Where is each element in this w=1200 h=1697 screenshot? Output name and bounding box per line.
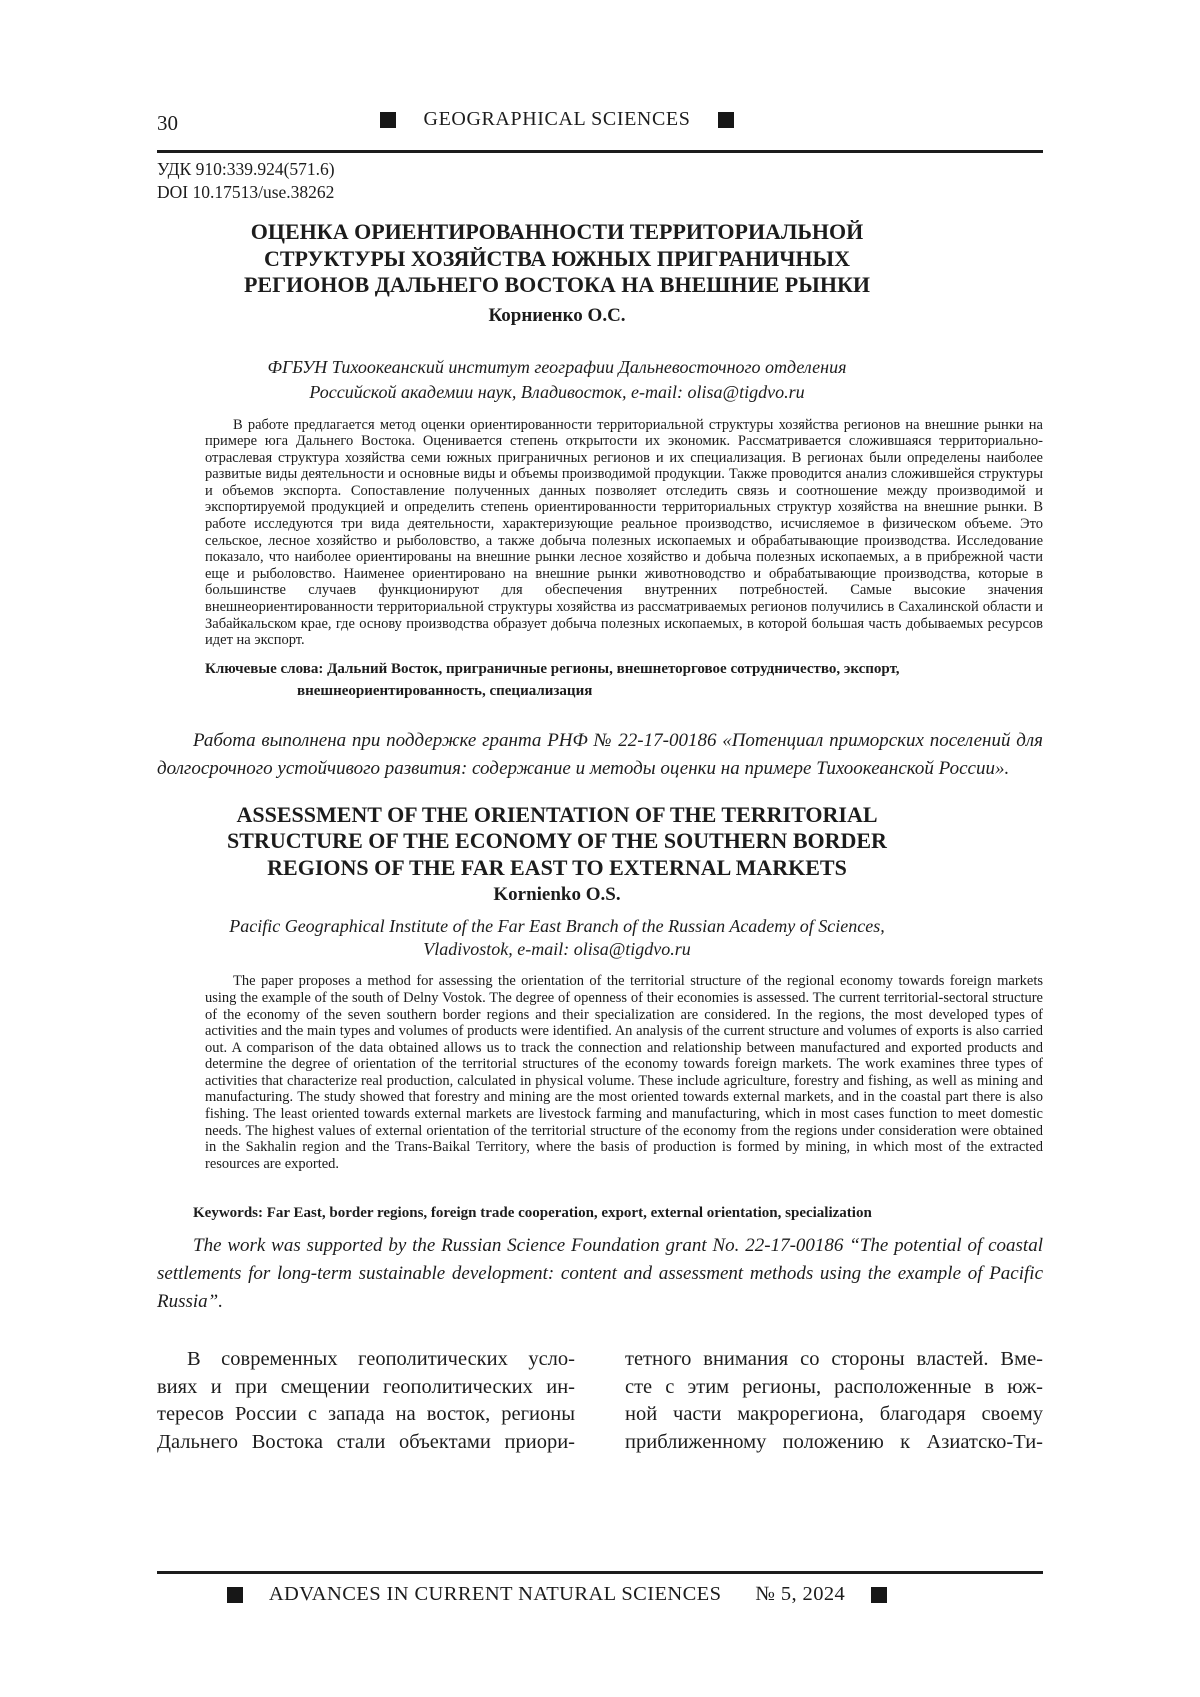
title-en-line: STRUCTURE OF THE ECONOMY OF THE SOUTHERN BORDER xyxy=(227,828,887,854)
abstract-ru: В работе предлагается метод оценки ориентированности территориальной структуры хозяйства регионов на внешние рынки на примере юга Дальнего Востока. Оценивается степень открытости их экономик. Рассматривается сложившаяся территориально-отраслевая структура хозяйства семи южных приграничных регионов и их специализация. В регионах были определены наиболее развитые виды деятельности и основные виды и объемы производимой продукции. Также проводится анализ сложившейся структуры и объемов экспорта. Сопоставление полученных данных позволяет отследить связь и соотношение между производимой и экспортируемой продукцией и определить степень ориентированности территориальных структур хозяйства на внешние рынки. В работе исследуются три вида деятельности, характеризующие реальное производство, исчисляемое в физическом объеме. Это сельское, лесное хозяйство и рыболовство, а также добыча полезных ископаемых и обрабатывающие производства. Исследование показало, что наиболее ориентированы на внешние рынки лесное хозяйство и добыча полезных ископаемых, а в прибрежной части еще и рыболовство. Наименее ориентировано на внешние рынки животноводство и обрабатывающие производства, которые в большинстве случаев функционируют для обеспечения внутренних потребностей. Самые высокие значения внешнеориентированности территориальной структуры хозяйства из рассматриваемых регионов получились в Сахалинской области и Забайкальском крае, где основу производства образует добыча полезных ископаемых, в которой большая часть добываемых ресурсов идет на экспорт. xyxy=(205,416,1043,649)
keywords-ru-line: внешнеориентированность, специализация xyxy=(297,682,593,699)
title-ru-line: РЕГИОНОВ ДАЛЬНЕГО ВОСТОКА НА ВНЕШНИЕ РЫНКИ xyxy=(243,272,871,297)
affiliation-ru-line: ФГБУН Тихоокеанский институт географии Дальневосточного отделения xyxy=(267,356,847,377)
square-bullet-icon xyxy=(227,1587,243,1603)
abstract-en: The paper proposes a method for assessing the orientation of the territorial structure of the regional economy towards foreign markets using the example of the south of Delny Vostok. The degree of openness of their economies is assessed. The current territorial-sectoral structure of the economy of the seven southern border regions and their specialization are considered. In the regions, the most developed types of activities and the main types and volumes of products were identified. An analysis of the current structure and volumes of exports is also carried out. A comparison of the data obtained allows us to track the connection and relationship between manufactured and exported products and determine the degree of orientation of the territorial structures of the economy towards foreign markets. The work examines three types of activities that characterize real production, calculated in physical volume. These include agriculture, forestry and fishing, as well as mining and manufacturing. The study showed that forestry and mining are the most oriented towards external markets, and in the coastal part there is also fishing. The least oriented towards external markets are livestock farming and manufacturing, which in most cases function to meet domestic needs. The highest values of external orientation of the territorial structure of the economy from the regions under consideration were obtained in the Sakhalin region and the Trans-Baikal Territory, where the basis of production is formed by mining, in which most of the extracted resources are exported. xyxy=(205,973,1043,1172)
body-line: тетного внимания со стороны властей. Вме- xyxy=(625,1348,1043,1371)
funding-note-en: The work was supported by the Russian Science Foundation grant No. 22-17-00186 “The potential of coastal settlements for long-term sustainable development: content and assessment methods using the example of Pacific Russia”. xyxy=(157,1235,1043,1313)
title-en-line: ASSESSMENT OF THE ORIENTATION OF THE TERRITORIAL xyxy=(236,801,878,827)
body-column-right xyxy=(625,1346,1043,1456)
square-bullet-icon xyxy=(380,112,396,128)
title-ru-line: ОЦЕНКА ОРИЕНТИРОВАННОСТИ ТЕРРИТОРИАЛЬНОЙ xyxy=(250,219,864,244)
square-bullet-icon xyxy=(718,112,734,128)
footer-journal-title: ADVANCES IN CURRENT NATURAL SCIENCES xyxy=(268,1583,722,1605)
footer-rule xyxy=(157,1571,1043,1574)
keywords-en: Keywords: Far East, border regions, foreign trade cooperation, export, external orientation, specialization xyxy=(193,1205,872,1222)
section-title: GEOGRAPHICAL SCIENCES xyxy=(423,108,691,130)
article-title-ru xyxy=(157,219,957,299)
body-line: ной части макрорегиона, благодаря своему xyxy=(625,1403,1043,1426)
affiliation-ru-line: Российской академии наук, Владивосток, e-mail: olisa@tigdvo.ru xyxy=(309,381,805,402)
body-line: В современных геополитических усло- xyxy=(187,1348,575,1371)
affiliation-en xyxy=(157,915,957,961)
running-footer xyxy=(157,1571,1043,1606)
body-line: приближенному положению к Азиатско-Ти- xyxy=(625,1430,1043,1453)
doi-code: DOI 10.17513/use.38262 xyxy=(157,181,335,202)
body-line: Дальнего Востока стали объектами приори- xyxy=(157,1430,575,1453)
body-line: сте с этим регионы, расположенные в юж- xyxy=(625,1375,1043,1398)
funding-note-ru: Работа выполнена при поддержке гранта РНФ № 22-17-00186 «Потенциал приморских поселений для долгосрочного устойчивого развития: содержание и методы оценки на примере Тихоокеанской России». xyxy=(157,729,1043,779)
page-content xyxy=(157,108,1043,1456)
keywords-ru-line: Ключевые слова: Дальний Восток, приграничные регионы, внешнеторговое сотрудничество, экспорт, xyxy=(205,660,900,677)
author-ru: Корниенко О.С. xyxy=(488,304,626,326)
article-title-en xyxy=(157,802,957,882)
body-line: виях и при смещении геополитических ин- xyxy=(157,1375,575,1398)
footer-heading xyxy=(157,1583,957,1606)
title-ru-line: СТРУКТУРЫ ХОЗЯЙСТВА ЮЖНЫХ ПРИГРАНИЧНЫХ xyxy=(263,245,851,271)
affiliation-en-line: Pacific Geographical Institute of the Far East Branch of the Russian Academy of Sciences, xyxy=(229,916,885,937)
affiliation-ru xyxy=(157,355,957,405)
body-line: тересов России с запада на восток, регионы xyxy=(157,1403,575,1426)
title-en-line: REGIONS OF THE FAR EAST TO EXTERNAL MARKETS xyxy=(267,854,847,880)
footer-issue: № 5, 2024 xyxy=(755,1583,846,1605)
body-text xyxy=(157,1346,1043,1456)
article-identifiers xyxy=(157,158,1043,203)
author-en: Kornienko O.S. xyxy=(493,884,621,906)
body-column-left xyxy=(157,1346,575,1456)
square-bullet-icon xyxy=(871,1587,887,1603)
keywords-ru xyxy=(157,658,1043,702)
running-header xyxy=(157,108,1043,140)
affiliation-en-line: Vladivostok, e-mail: olisa@tigdvo.ru xyxy=(423,939,691,960)
section-heading xyxy=(157,108,957,131)
udc-code: УДК 910:339.924(571.6) xyxy=(157,159,335,179)
page-number: 30 xyxy=(157,111,178,135)
header-rule xyxy=(157,150,1043,153)
